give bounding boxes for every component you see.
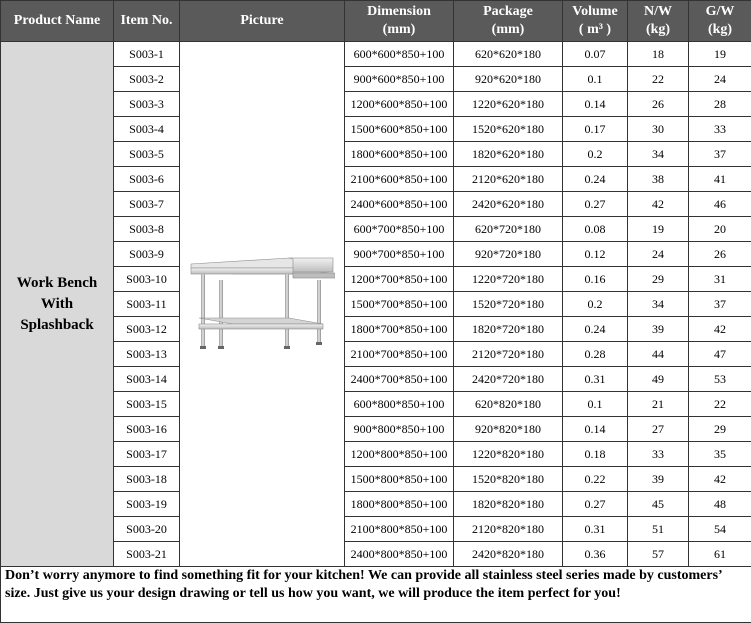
item-no-cell: S003-16 — [114, 417, 180, 442]
gw-cell: 29 — [689, 417, 751, 442]
volume-cell: 0.22 — [563, 467, 628, 492]
volume-cell: 0.31 — [563, 517, 628, 542]
gw-cell: 19 — [689, 42, 751, 67]
dimension-cell: 1500*700*850+100 — [345, 292, 454, 317]
volume-cell: 0.2 — [563, 142, 628, 167]
package-cell: 1520*820*180 — [454, 467, 563, 492]
item-no-cell: S003-12 — [114, 317, 180, 342]
volume-cell: 0.27 — [563, 192, 628, 217]
item-no-cell: S003-2 — [114, 67, 180, 92]
gw-cell: 61 — [689, 542, 751, 567]
gw-cell: 28 — [689, 92, 751, 117]
package-cell: 1220*620*180 — [454, 92, 563, 117]
nw-cell: 22 — [628, 67, 689, 92]
header-nw-label: N/W — [644, 4, 672, 19]
dimension-cell: 2100*700*850+100 — [345, 342, 454, 367]
table-row — [1, 442, 751, 467]
volume-cell: 0.12 — [563, 242, 628, 267]
table-row — [1, 417, 751, 442]
nw-cell: 45 — [628, 492, 689, 517]
volume-cell: 0.14 — [563, 417, 628, 442]
dimension-cell: 2400*600*850+100 — [345, 192, 454, 217]
item-no-cell: S003-18 — [114, 467, 180, 492]
nw-cell: 39 — [628, 317, 689, 342]
package-cell: 620*620*180 — [454, 42, 563, 67]
nw-cell: 51 — [628, 517, 689, 542]
gw-cell: 48 — [689, 492, 751, 517]
header-volume-label: Volume — [572, 4, 618, 19]
item-no-cell: S003-17 — [114, 442, 180, 467]
table-row — [1, 92, 751, 117]
package-cell: 1820*620*180 — [454, 142, 563, 167]
volume-cell: 0.14 — [563, 92, 628, 117]
dimension-cell: 2100*600*850+100 — [345, 167, 454, 192]
nw-cell: 18 — [628, 42, 689, 67]
nw-cell: 49 — [628, 367, 689, 392]
table-row — [1, 142, 751, 167]
package-cell: 1220*720*180 — [454, 267, 563, 292]
package-cell: 1820*720*180 — [454, 317, 563, 342]
gw-cell: 41 — [689, 167, 751, 192]
header-nw-unit: (kg) — [645, 22, 671, 37]
package-cell: 1820*820*180 — [454, 492, 563, 517]
table-row — [1, 392, 751, 417]
gw-cell: 22 — [689, 392, 751, 417]
item-no-cell: S003-5 — [114, 142, 180, 167]
table-row — [1, 292, 751, 317]
item-no-cell: S003-21 — [114, 542, 180, 567]
volume-cell: 0.07 — [563, 42, 628, 67]
volume-cell: 0.36 — [563, 542, 628, 567]
header-package-label: Package — [483, 4, 533, 19]
header-package-unit: (mm) — [491, 22, 525, 37]
package-cell: 1520*620*180 — [454, 117, 563, 142]
volume-cell: 0.17 — [563, 117, 628, 142]
gw-cell: 47 — [689, 342, 751, 367]
header-product-name: Product Name — [1, 1, 114, 42]
table-row — [1, 167, 751, 192]
volume-cell: 0.1 — [563, 392, 628, 417]
product-name-cell — [1, 42, 114, 567]
item-no-cell: S003-8 — [114, 217, 180, 242]
volume-cell: 0.28 — [563, 342, 628, 367]
header-gw-unit: (kg) — [707, 22, 733, 37]
package-cell: 2420*820*180 — [454, 542, 563, 567]
item-no-cell: S003-6 — [114, 167, 180, 192]
footer-note: Don’t worry anymore to find something fit for your kitchen! We can provide all stainless steel series made by customers’ size. Just give us your design drawing or tell us how you want, we will produce the item perfect for you! — [0, 566, 751, 623]
nw-cell: 19 — [628, 217, 689, 242]
product-name-line1: Work Bench — [16, 274, 98, 291]
dimension-cell: 2400*800*850+100 — [345, 542, 454, 567]
nw-cell: 33 — [628, 442, 689, 467]
header-net-weight — [628, 1, 689, 42]
gw-cell: 20 — [689, 217, 751, 242]
volume-cell: 0.18 — [563, 442, 628, 467]
nw-cell: 34 — [628, 142, 689, 167]
gw-cell: 31 — [689, 267, 751, 292]
dimension-cell: 1800*700*850+100 — [345, 317, 454, 342]
table-row — [1, 267, 751, 292]
dimension-cell: 1200*800*850+100 — [345, 442, 454, 467]
dimension-cell: 1800*800*850+100 — [345, 492, 454, 517]
item-no-cell: S003-7 — [114, 192, 180, 217]
volume-cell: 0.1 — [563, 67, 628, 92]
gw-cell: 37 — [689, 292, 751, 317]
volume-cell: 0.31 — [563, 367, 628, 392]
package-cell: 2420*720*180 — [454, 367, 563, 392]
table-row — [1, 317, 751, 342]
dimension-cell: 600*600*850+100 — [345, 42, 454, 67]
gw-cell: 42 — [689, 317, 751, 342]
table-row — [1, 542, 751, 567]
dimension-cell: 900*800*850+100 — [345, 417, 454, 442]
header-picture: Picture — [180, 1, 345, 42]
header-dimension-unit: (mm) — [382, 22, 416, 37]
table-row — [1, 67, 751, 92]
volume-cell: 0.08 — [563, 217, 628, 242]
dimension-cell: 2100*800*850+100 — [345, 517, 454, 542]
header-volume — [563, 1, 628, 42]
volume-cell: 0.24 — [563, 167, 628, 192]
dimension-cell: 1500*600*850+100 — [345, 117, 454, 142]
dimension-cell: 900*600*850+100 — [345, 67, 454, 92]
table-row — [1, 192, 751, 217]
header-gw-label: G/W — [705, 4, 735, 19]
package-cell: 2420*620*180 — [454, 192, 563, 217]
dimension-cell: 2400*700*850+100 — [345, 367, 454, 392]
gw-cell: 53 — [689, 367, 751, 392]
dimension-cell: 1800*600*850+100 — [345, 142, 454, 167]
table-row — [1, 117, 751, 142]
package-cell: 2120*720*180 — [454, 342, 563, 367]
package-cell: 920*620*180 — [454, 67, 563, 92]
nw-cell: 44 — [628, 342, 689, 367]
dimension-cell: 1200*600*850+100 — [345, 92, 454, 117]
table-row — [1, 517, 751, 542]
package-cell: 920*820*180 — [454, 417, 563, 442]
nw-cell: 26 — [628, 92, 689, 117]
item-no-cell: S003-19 — [114, 492, 180, 517]
package-cell: 1520*720*180 — [454, 292, 563, 317]
product-name-line2: With — [40, 295, 74, 312]
product-name-line3: Splashback — [20, 316, 94, 333]
package-cell: 620*720*180 — [454, 217, 563, 242]
item-no-cell: S003-9 — [114, 242, 180, 267]
table-header-row — [1, 1, 751, 42]
item-no-cell: S003-10 — [114, 267, 180, 292]
gw-cell: 37 — [689, 142, 751, 167]
nw-cell: 57 — [628, 542, 689, 567]
item-no-cell: S003-15 — [114, 392, 180, 417]
gw-cell: 26 — [689, 242, 751, 267]
volume-cell: 0.24 — [563, 317, 628, 342]
nw-cell: 39 — [628, 467, 689, 492]
gw-cell: 46 — [689, 192, 751, 217]
header-package — [454, 1, 563, 42]
dimension-cell: 1500*800*850+100 — [345, 467, 454, 492]
table-row — [1, 367, 751, 392]
gw-cell: 42 — [689, 467, 751, 492]
volume-cell: 0.2 — [563, 292, 628, 317]
package-cell: 2120*620*180 — [454, 167, 563, 192]
nw-cell: 34 — [628, 292, 689, 317]
nw-cell: 42 — [628, 192, 689, 217]
item-no-cell: S003-20 — [114, 517, 180, 542]
nw-cell: 38 — [628, 167, 689, 192]
table-row — [1, 42, 751, 67]
picture-cell — [180, 42, 345, 567]
work-bench-image-icon — [189, 254, 335, 354]
table-body — [1, 42, 751, 567]
nw-cell: 27 — [628, 417, 689, 442]
header-volume-unit: ( m³ ) — [578, 22, 612, 37]
gw-cell: 35 — [689, 442, 751, 467]
dimension-cell: 1200*700*850+100 — [345, 267, 454, 292]
gw-cell: 24 — [689, 67, 751, 92]
package-cell: 1220*820*180 — [454, 442, 563, 467]
table-row — [1, 492, 751, 517]
nw-cell: 30 — [628, 117, 689, 142]
header-item-no: Item No. — [114, 1, 180, 42]
item-no-cell: S003-1 — [114, 42, 180, 67]
gw-cell: 54 — [689, 517, 751, 542]
package-cell: 2120*820*180 — [454, 517, 563, 542]
package-cell: 920*720*180 — [454, 242, 563, 267]
item-no-cell: S003-14 — [114, 367, 180, 392]
item-no-cell: S003-3 — [114, 92, 180, 117]
header-dimension-label: Dimension — [367, 4, 431, 19]
dimension-cell: 600*700*850+100 — [345, 217, 454, 242]
dimension-cell: 600*800*850+100 — [345, 392, 454, 417]
item-no-cell: S003-11 — [114, 292, 180, 317]
table-row — [1, 342, 751, 367]
header-gross-weight — [689, 1, 751, 42]
nw-cell: 21 — [628, 392, 689, 417]
volume-cell: 0.27 — [563, 492, 628, 517]
header-dimension — [345, 1, 454, 42]
dimension-cell: 900*700*850+100 — [345, 242, 454, 267]
table-row — [1, 242, 751, 267]
package-cell: 620*820*180 — [454, 392, 563, 417]
nw-cell: 29 — [628, 267, 689, 292]
volume-cell: 0.16 — [563, 267, 628, 292]
gw-cell: 33 — [689, 117, 751, 142]
item-no-cell: S003-13 — [114, 342, 180, 367]
nw-cell: 24 — [628, 242, 689, 267]
table-row — [1, 217, 751, 242]
table-row — [1, 467, 751, 492]
item-no-cell: S003-4 — [114, 117, 180, 142]
